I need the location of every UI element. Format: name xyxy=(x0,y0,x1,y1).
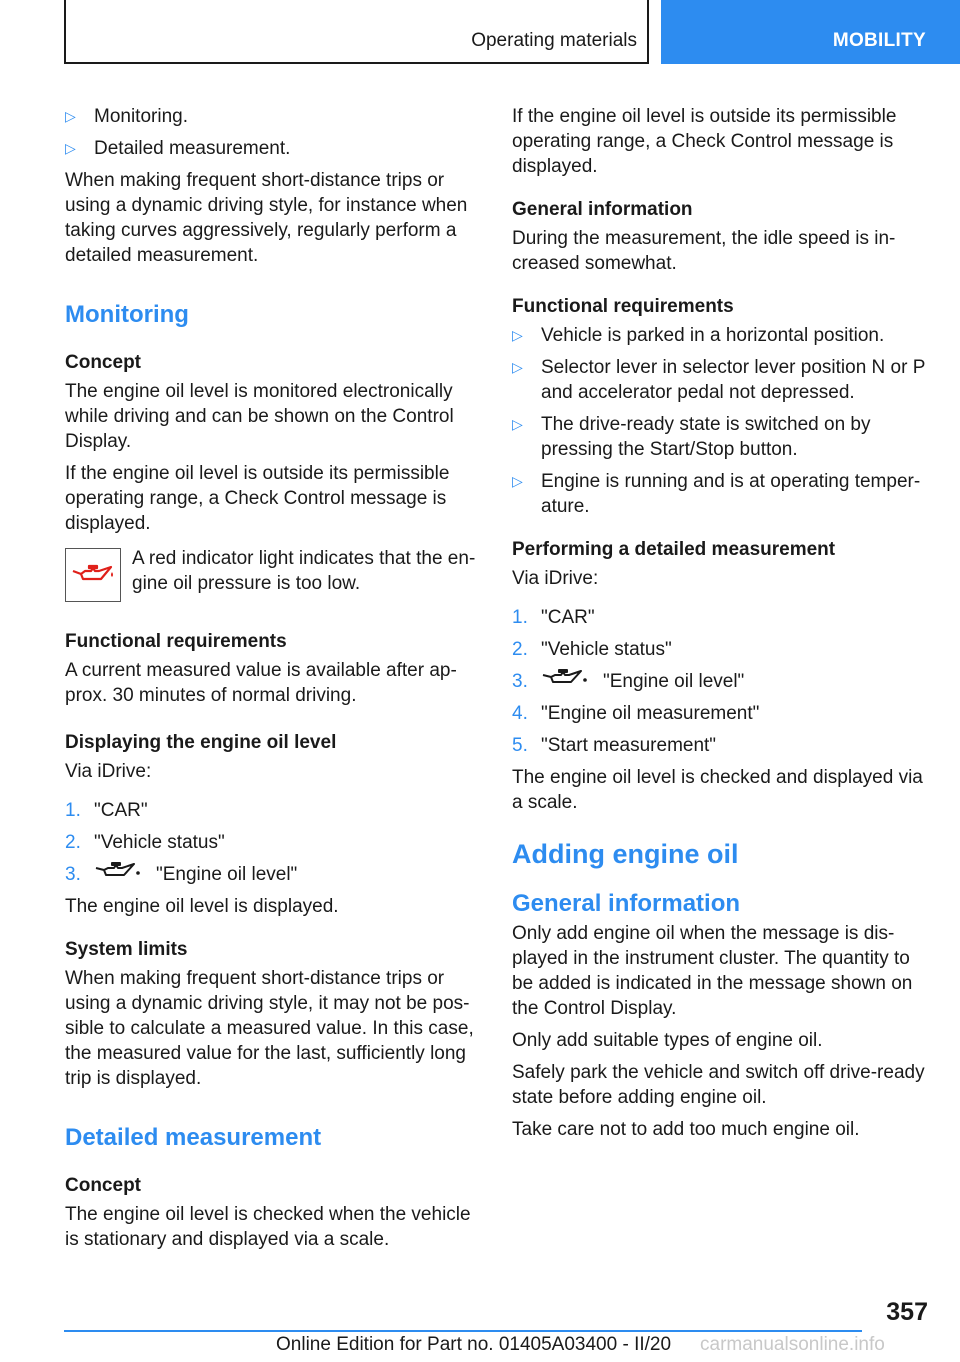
general-information-text: During the measurement, the idle speed is increased somewhat. xyxy=(512,228,896,274)
list-item: ▷ Selector lever in selector lever position N or P and accelerator pedal not depressed. xyxy=(512,357,926,403)
scale-text: The engine oil level is checked and displayed via a scale. xyxy=(512,767,923,814)
monitoring-heading: Monitoring xyxy=(65,301,189,328)
list-item: 4. "Engine oil measurement" xyxy=(512,703,760,725)
bullet-triangle-icon: ▷ xyxy=(65,108,76,124)
page-number: 357 xyxy=(886,1298,928,1326)
system-limits-heading: System limits xyxy=(65,939,188,961)
list-item: ▷ Engine is running and is at operating temperature. xyxy=(512,471,921,517)
list-item: 1. "CAR" xyxy=(65,800,148,821)
list-item: 2. "Vehicle status" xyxy=(65,832,225,853)
general-information-heading: General information xyxy=(512,890,741,918)
watermark: carmanualsonline.info xyxy=(700,1334,885,1355)
concept-heading: Concept xyxy=(65,1175,141,1197)
concept-heading: Concept xyxy=(65,352,141,373)
chapter-title: MOBILITY xyxy=(832,30,926,51)
list-item: ▷ Vehicle is parked in a horizontal position. xyxy=(512,325,885,346)
functional-requirements-heading: Functional requirements xyxy=(65,631,287,652)
adding-engine-oil-heading: Adding engine oil xyxy=(512,839,739,870)
list-item: 5. "Start measurement" xyxy=(512,735,717,757)
list-item: 3. "Engine oil level" xyxy=(512,669,928,694)
list-item: 2. "Vehicle status" xyxy=(512,639,672,660)
list-item: ▷ The drive-ready state is switched on by pressing the Start/Stop button. xyxy=(512,414,871,460)
bullet-triangle-icon: ▷ xyxy=(65,140,76,156)
warning-text: A red indicator light indicates that the engine oil pressure is too low. xyxy=(132,548,476,594)
header-chapter-tab xyxy=(661,0,960,64)
list-item: 1. "CAR" xyxy=(512,607,595,628)
detailed-measurement-heading: Detailed measurement xyxy=(65,1124,322,1152)
displayed-text: The engine oil level is displayed. xyxy=(65,896,339,918)
concept-text: The engine oil level is checked when the vehicle is stationary and displayed via a scale. xyxy=(65,1204,471,1251)
via-idrive: Via iDrive: xyxy=(512,568,599,589)
left-column xyxy=(65,104,480,1259)
concept-paragraph: If the engine oil level is outside its permissible operating range, a Check Control message is displayed. xyxy=(65,463,450,534)
list-item: 3. "Engine oil level" xyxy=(65,862,480,887)
oil-can-icon xyxy=(541,669,593,694)
right-column xyxy=(512,104,928,1149)
footer-divider xyxy=(64,1330,862,1332)
perform-measurement-heading: Performing a detailed measurement xyxy=(512,539,836,560)
adding-paragraph: Take care not to add too much engine oil. xyxy=(512,1119,860,1141)
adding-paragraph: Safely park the vehicle and switch off drive-ready state before adding engine oil. xyxy=(512,1062,925,1109)
edition-text: Online Edition for Part no. 01405A03400 - II/20 xyxy=(276,1334,672,1355)
intro-paragraph: When making frequent short-distance trips or using a dynamic driving style, for instance when taking curves aggressively, regularly perform a detailed measurement. xyxy=(65,170,468,266)
list-item: ▷ Monitoring. xyxy=(65,106,188,127)
concept-paragraph: The engine oil level is monitored electronically while driving and can be shown on the Control Display. xyxy=(65,381,454,452)
functional-requirements-heading: Functional requirements xyxy=(512,296,734,317)
system-limits-text: When making frequent short-distance trips or using a dynamic driving style, it may not be possible to calculate a measured value. In this case, the measured value for the last, sufficiently long trip is displayed. xyxy=(65,968,474,1090)
adding-paragraph: Only add suitable types of engine oil. xyxy=(512,1030,823,1052)
general-information-heading: General information xyxy=(512,199,693,220)
bullet-triangle-icon: ▷ xyxy=(512,416,523,432)
list-item: ▷ Detailed measurement. xyxy=(65,138,291,159)
display-oil-level-heading: Displaying the engine oil level xyxy=(65,732,337,753)
adding-paragraph: Only add engine oil when the message is displayed in the instrument cluster. The quantity to be added is indicated in the message shown on the Control Display. xyxy=(512,923,913,1020)
via-idrive: Via iDrive: xyxy=(65,761,152,782)
warning-indicator-note xyxy=(65,546,480,603)
functional-requirements-text: A current measured value is available after approx. 30 minutes of normal driving. xyxy=(65,660,457,706)
bullet-triangle-icon: ▷ xyxy=(512,473,523,489)
bullet-triangle-icon: ▷ xyxy=(512,359,523,375)
bullet-triangle-icon: ▷ xyxy=(512,327,523,343)
oil-can-icon xyxy=(94,862,146,887)
check-control-paragraph: If the engine oil level is outside its permissible operating range, a Check Control message is displayed. xyxy=(512,106,897,177)
oil-pressure-warning-icon xyxy=(65,548,121,602)
section-title: Operating materials xyxy=(471,30,637,51)
header-section-box xyxy=(64,0,649,64)
